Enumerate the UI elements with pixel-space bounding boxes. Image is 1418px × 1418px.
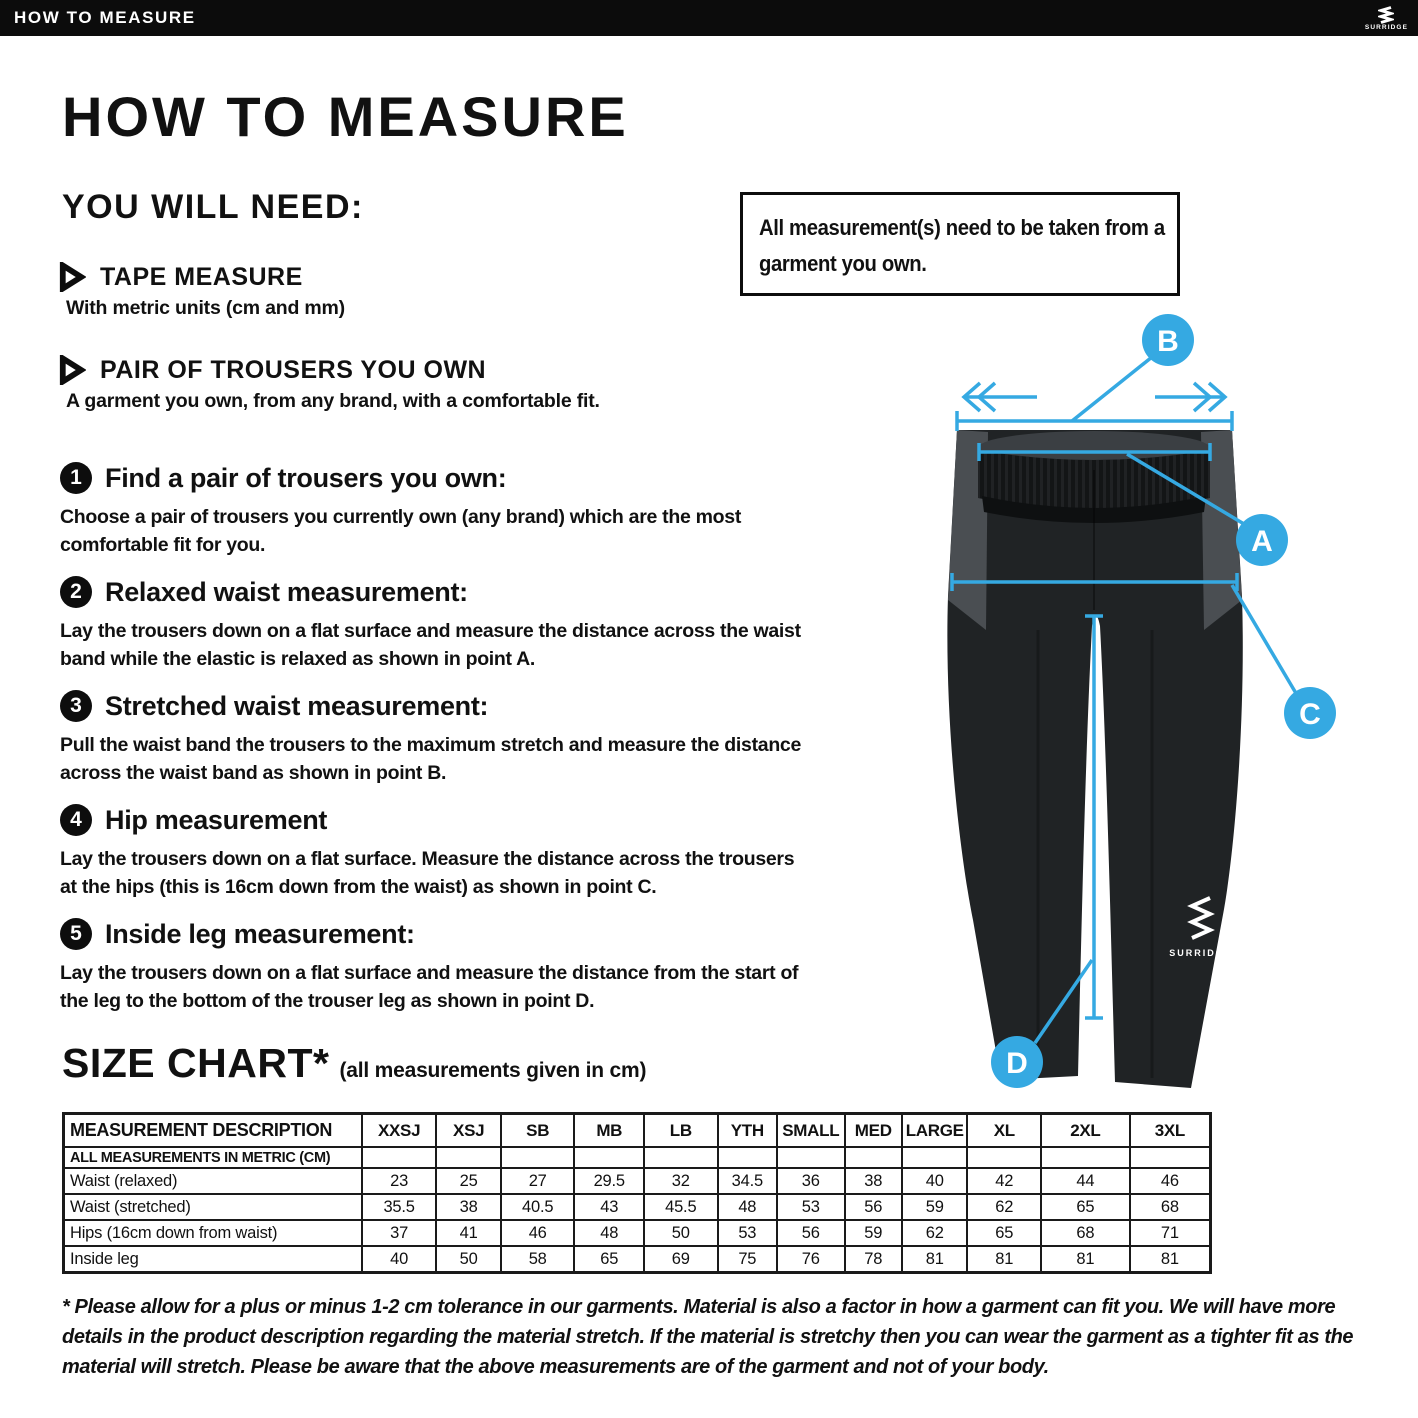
step-title: Hip measurement — [105, 804, 328, 835]
surridge-logo-icon — [1378, 6, 1394, 24]
measure-line-b — [957, 357, 1232, 431]
empty-cell — [1041, 1147, 1130, 1168]
column-header-size: LARGE — [902, 1114, 968, 1148]
size-cell: 34.5 — [718, 1168, 777, 1194]
step-number-badge: 3 — [60, 690, 92, 722]
empty-cell — [574, 1147, 644, 1168]
step-5 — [60, 918, 812, 1015]
size-cell: 48 — [574, 1220, 644, 1246]
size-cell: 50 — [436, 1246, 501, 1273]
size-cell: 29.5 — [574, 1168, 644, 1194]
step-number-badge: 5 — [60, 918, 92, 950]
row-label: Waist (relaxed) — [64, 1168, 362, 1194]
size-cell: 25 — [436, 1168, 501, 1194]
empty-cell — [777, 1147, 845, 1168]
triangle-bullet-icon — [58, 355, 86, 385]
size-cell: 62 — [967, 1194, 1041, 1220]
step-1 — [60, 462, 812, 559]
size-cell: 36 — [777, 1168, 845, 1194]
size-cell: 81 — [1130, 1246, 1211, 1273]
size-cell: 62 — [902, 1220, 968, 1246]
size-cell: 27 — [501, 1168, 575, 1194]
step-description: Choose a pair of trousers you currently own (any brand) which are the most comfortable fit for you. — [60, 506, 742, 556]
table-row-waist-relaxed — [64, 1168, 1211, 1194]
size-cell: 35.5 — [362, 1194, 437, 1220]
size-cell: 41 — [436, 1220, 501, 1246]
step-3 — [60, 690, 812, 787]
size-chart-heading: SIZE CHART* — [62, 1040, 330, 1086]
size-cell: 81 — [1041, 1246, 1130, 1273]
garment-logo-text: SURRIDGE — [1169, 948, 1233, 958]
row-label: Inside leg — [64, 1246, 362, 1273]
column-header-size: SMALL — [777, 1114, 845, 1148]
table-header-row — [64, 1114, 1211, 1148]
empty-cell — [1130, 1147, 1211, 1168]
size-chart-subheading: (all measurements given in cm) — [339, 1059, 647, 1082]
column-header-size: MED — [845, 1114, 902, 1148]
size-cell: 40 — [362, 1246, 437, 1273]
column-header-size: SB — [501, 1114, 575, 1148]
column-header-size: XXSJ — [362, 1114, 437, 1148]
size-cell: 42 — [967, 1168, 1041, 1194]
point-a-label: A — [1251, 525, 1273, 558]
step-description: Pull the waist band the trousers to the maximum stretch and measure the distance across the waist band as shown in point B. — [60, 734, 802, 784]
need-item-title: PAIR OF TROUSERS YOU OWN — [100, 355, 487, 384]
triangle-bullet-icon — [58, 262, 86, 292]
size-cell: 58 — [501, 1246, 575, 1273]
size-cell: 43 — [574, 1194, 644, 1220]
step-title: Find a pair of trousers you own: — [105, 462, 507, 493]
empty-cell — [436, 1147, 501, 1168]
empty-cell — [644, 1147, 718, 1168]
size-cell: 69 — [644, 1246, 718, 1273]
empty-cell — [902, 1147, 968, 1168]
size-cell: 65 — [1041, 1194, 1130, 1220]
size-cell: 44 — [1041, 1168, 1130, 1194]
you-will-need-heading: YOU WILL NEED: — [62, 188, 364, 226]
size-cell: 76 — [777, 1246, 845, 1273]
need-item-description: With metric units (cm and mm) — [66, 297, 345, 319]
row-label: Waist (stretched) — [64, 1194, 362, 1220]
size-chart-heading-row — [62, 1040, 646, 1087]
metric-note-row — [64, 1147, 1211, 1168]
note-text: All measurement(s) need to be taken from a garment you own. — [759, 215, 1165, 276]
table-row-hips — [64, 1220, 1211, 1246]
column-header-size: MB — [574, 1114, 644, 1148]
empty-cell — [362, 1147, 437, 1168]
size-cell: 40.5 — [501, 1194, 575, 1220]
top-bar — [0, 0, 1418, 36]
size-cell: 53 — [777, 1194, 845, 1220]
size-cell: 38 — [436, 1194, 501, 1220]
column-header-description: MEASUREMENT DESCRIPTION — [64, 1114, 362, 1148]
size-cell: 38 — [845, 1168, 902, 1194]
size-cell: 40 — [902, 1168, 968, 1194]
step-description: Lay the trousers down on a flat surface and measure the distance from the start of the leg to the bottom of the trouser leg as shown in point D. — [60, 962, 799, 1012]
empty-cell — [967, 1147, 1041, 1168]
step-title: Relaxed waist measurement: — [105, 576, 468, 607]
table-row-inside-leg — [64, 1246, 1211, 1273]
size-cell: 37 — [362, 1220, 437, 1246]
step-title: Stretched waist measurement: — [105, 690, 489, 721]
step-description: Lay the trousers down on a flat surface. Measure the distance across the trousers at the hips (this is 16cm down from the waist) as shown in point C. — [60, 848, 795, 898]
surridge-brand — [1365, 4, 1408, 32]
column-header-size: LB — [644, 1114, 718, 1148]
footnote-text: * Please allow for a plus or minus 1-2 cm tolerance in our garments. Material is also a factor in how a garment can fit you. We will have more details in the product description regarding the material stretch. If the material is stretchy then you can wear the garment as a tighter fit as the material will stretch. Please be aware that the above measurements are of the garment and not of your body. — [62, 1296, 1354, 1378]
point-c-label: C — [1299, 698, 1321, 731]
note-box — [740, 192, 1180, 296]
column-header-size: YTH — [718, 1114, 777, 1148]
trousers-figure — [900, 300, 1360, 1100]
empty-cell — [718, 1147, 777, 1168]
column-header-size: XSJ — [436, 1114, 501, 1148]
point-d-label: D — [1006, 1047, 1028, 1080]
metric-note-label: ALL MEASUREMENTS IN METRIC (CM) — [64, 1147, 362, 1168]
surridge-logo-text: SURRIDGE — [1364, 24, 1408, 32]
need-item-description: A garment you own, from any brand, with a comfortable fit. — [66, 390, 600, 412]
column-header-size: 2XL — [1041, 1114, 1130, 1148]
need-item-title: TAPE MEASURE — [100, 262, 303, 291]
size-cell: 65 — [967, 1220, 1041, 1246]
size-cell: 50 — [644, 1220, 718, 1246]
stretch-arrow-right-icon — [1155, 383, 1225, 411]
point-b-label: B — [1157, 325, 1179, 358]
size-cell: 68 — [1130, 1194, 1211, 1220]
size-cell: 81 — [967, 1246, 1041, 1273]
size-cell: 59 — [902, 1194, 968, 1220]
size-cell: 53 — [718, 1220, 777, 1246]
size-cell: 45.5 — [644, 1194, 718, 1220]
size-cell: 68 — [1041, 1220, 1130, 1246]
size-cell: 71 — [1130, 1220, 1211, 1246]
step-title: Inside leg measurement: — [105, 918, 415, 949]
column-header-size: XL — [967, 1114, 1041, 1148]
size-cell: 56 — [845, 1194, 902, 1220]
size-cell: 81 — [902, 1246, 968, 1273]
empty-cell — [501, 1147, 575, 1168]
row-label: Hips (16cm down from waist) — [64, 1220, 362, 1246]
size-cell: 23 — [362, 1168, 437, 1194]
size-cell: 78 — [845, 1246, 902, 1273]
stretch-arrow-left-icon — [964, 383, 1037, 411]
step-number-badge: 2 — [60, 576, 92, 608]
empty-cell — [845, 1147, 902, 1168]
size-cell: 46 — [501, 1220, 575, 1246]
size-cell: 65 — [574, 1246, 644, 1273]
size-chart-table — [62, 1112, 1212, 1274]
step-number-badge: 1 — [60, 462, 92, 494]
step-description: Lay the trousers down on a flat surface and measure the distance across the waist band while the elastic is relaxed as shown in point A. — [60, 620, 801, 670]
size-cell: 32 — [644, 1168, 718, 1194]
step-number-badge: 4 — [60, 804, 92, 836]
size-cell: 75 — [718, 1246, 777, 1273]
size-cell: 56 — [777, 1220, 845, 1246]
page-title: HOW TO MEASURE — [62, 85, 629, 148]
column-header-size: 3XL — [1130, 1114, 1211, 1148]
need-item-tape-measure — [58, 262, 345, 320]
table-row-waist-stretched — [64, 1194, 1211, 1220]
size-cell: 59 — [845, 1220, 902, 1246]
size-cell: 48 — [718, 1194, 777, 1220]
top-bar-title: HOW TO MEASURE — [14, 8, 196, 27]
step-2 — [60, 576, 812, 673]
need-item-trousers — [58, 355, 600, 413]
size-cell: 46 — [1130, 1168, 1211, 1194]
step-4 — [60, 804, 812, 901]
